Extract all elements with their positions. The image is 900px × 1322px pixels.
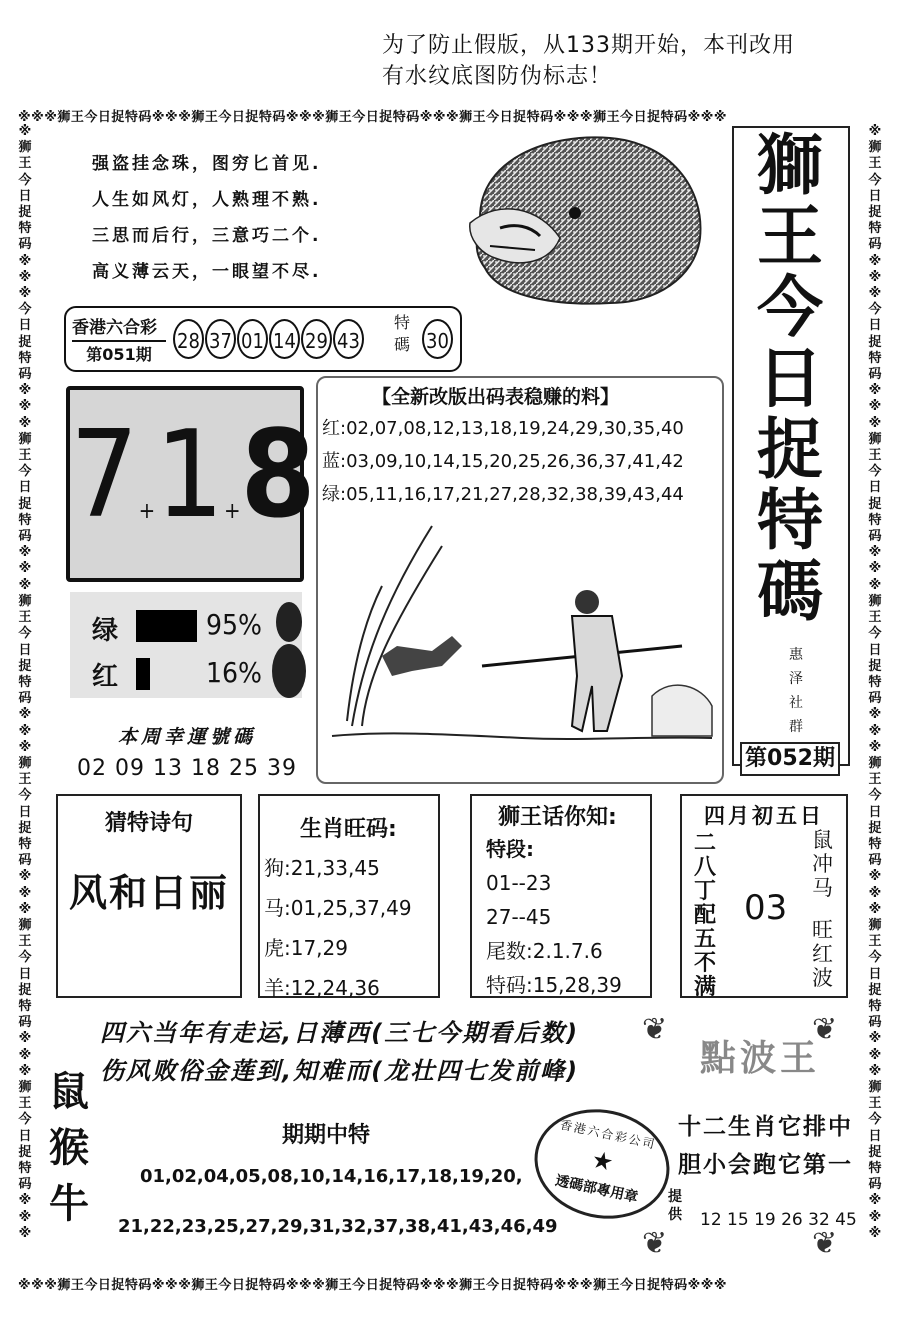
digit-c: 8 xyxy=(240,406,316,545)
lucky-title: 本周幸運號碼 xyxy=(117,726,256,748)
anti-fake-notice xyxy=(382,30,795,92)
wave-king-label: 點波王 xyxy=(700,1038,821,1079)
guess-box xyxy=(56,794,242,998)
top-border-text: ※※※狮王今日捉特码※※※狮王今日捉特码※※※狮王今日捉特码※※※狮王今日捉特码※※※狮王今日捉特码※※※ xyxy=(18,110,727,125)
period-label: 第052期 xyxy=(740,742,840,776)
special-label: 特碼 xyxy=(394,313,411,354)
side-zodiac-char: 鼠 xyxy=(49,1069,89,1115)
lion-says-row: 尾数:2.1.7.6 xyxy=(486,939,603,963)
twelve-numbers: 12 15 19 26 32 45 xyxy=(700,1210,857,1230)
side-zodiac-char: 猴 xyxy=(49,1125,89,1171)
company-stamp xyxy=(524,1097,679,1231)
wave-lists xyxy=(322,412,684,511)
blue-wave-list: 蓝:03,09,10,14,15,20,25,26,36,37,41,42 xyxy=(322,451,684,472)
green-percent: 95% xyxy=(206,608,262,641)
plus-sign: + xyxy=(223,499,241,524)
waves-header: 【全新改版出码表稳赚的料】 xyxy=(372,386,620,408)
date-text: 四月初五日 xyxy=(704,804,824,828)
title-char: 特 xyxy=(757,482,823,559)
side-zodiac-char: 牛 xyxy=(49,1181,89,1227)
side-zodiac xyxy=(46,1064,92,1232)
sub-char: 惠 xyxy=(789,647,803,663)
digit-a: 7 xyxy=(70,406,139,545)
lion-says-box xyxy=(470,794,652,998)
guess-text: 风和日丽 xyxy=(68,871,229,915)
twelve-block xyxy=(678,1108,853,1184)
title-column xyxy=(732,126,850,766)
sub-char: 群 xyxy=(789,719,803,735)
date-left-column: 二八丁配五不满 xyxy=(694,831,717,1000)
green-bar xyxy=(136,610,197,642)
hunter-illustration xyxy=(322,506,718,774)
date-box xyxy=(680,794,848,998)
twelve-line: 十二生肖它排中 xyxy=(678,1114,853,1140)
color-stats xyxy=(70,592,302,698)
title-char: 獅 xyxy=(757,127,823,204)
hit-title: 期期中特 xyxy=(282,1123,371,1148)
digits-box xyxy=(66,386,316,582)
title-char: 日 xyxy=(757,340,823,417)
lion-head-image xyxy=(440,128,710,308)
zodiac-rows xyxy=(264,848,412,1008)
poem-line: 三思而后行，三意巧二个. xyxy=(92,226,322,246)
bottom-border-text: ※※※狮王今日捉特码※※※狮王今日捉特码※※※狮王今日捉特码※※※狮王今日捉特码※※※狮王今日捉特码※※※ xyxy=(18,1278,727,1293)
lion-says-row: 特码:15,28,39 xyxy=(486,973,622,997)
zodiac-box xyxy=(258,794,440,998)
green-wave-list: 绿:05,11,16,17,21,27,28,32,38,39,43,44 xyxy=(322,484,684,505)
results-brand: 香港六合彩 xyxy=(72,318,157,338)
ornament-icon: ❦ xyxy=(642,1012,668,1047)
date-number: 03 xyxy=(744,888,788,928)
title-char: 碼 xyxy=(757,553,823,630)
main-title xyxy=(754,127,826,630)
result-ball: 01 xyxy=(237,319,268,359)
date-right-top: 鼠冲马 xyxy=(812,828,833,900)
verse-line: 伤风败俗金莲到,知难而(龙壮四七发前峰) xyxy=(100,1057,580,1085)
red-ball-icon xyxy=(272,644,306,698)
result-ball: 14 xyxy=(269,319,300,359)
ornament-icon: ❦ xyxy=(812,1226,838,1261)
zodiac-title: 生肖旺码: xyxy=(300,817,397,842)
notice-line-2: 有水纹底图防伪标志！ xyxy=(382,64,613,89)
right-border-text: ※狮王今日捉特码※※※今日捉特码※※※狮王今日捉特码※※※狮王今日捉特码※※※狮王今日捉特码※※※狮王今日捉特码※※※狮王今日捉特码※※※ xyxy=(868,124,882,1241)
results-numbers xyxy=(173,319,365,359)
lucky-numbers: 02 09 13 18 25 39 xyxy=(77,756,297,781)
green-label: 绿 xyxy=(92,616,119,646)
stamp-star-icon: ★ xyxy=(589,1145,617,1177)
hit-numbers-line-1: 01,02,04,05,08,10,14,16,17,18,19,20, xyxy=(140,1166,523,1187)
red-label: 红 xyxy=(92,662,119,692)
result-ball: 28 xyxy=(173,319,204,359)
plus-sign: + xyxy=(138,499,156,524)
zodiac-row: 羊:12,24,36 xyxy=(264,976,380,1000)
lion-says-rows xyxy=(486,832,622,1002)
title-char: 王 xyxy=(757,198,823,275)
title-char: 今 xyxy=(757,269,823,346)
guess-title: 猜特诗句 xyxy=(104,811,193,836)
digits-formula xyxy=(70,406,316,545)
results-bar xyxy=(64,306,462,372)
date-right-bottom: 旺红波 xyxy=(812,918,833,990)
left-panel xyxy=(62,378,318,784)
stamp-inner-text: 透碼部專用章 xyxy=(553,1172,640,1206)
red-bar xyxy=(136,658,150,690)
waves-box xyxy=(316,376,724,784)
poem-line: 高义薄云天，一眼望不尽. xyxy=(92,262,322,282)
special-ball: 30 xyxy=(422,319,453,359)
poem-line: 人生如风灯，人熟理不熟. xyxy=(92,190,322,210)
lion-says-row: 27--45 xyxy=(486,905,552,929)
zodiac-row: 马:01,25,37,49 xyxy=(264,896,412,920)
red-wave-list: 红:02,07,08,12,13,18,19,24,29,30,35,40 xyxy=(322,418,684,439)
red-percent: 16% xyxy=(206,656,262,689)
notice-line-1: 为了防止假版，从133期开始，本刊改用 xyxy=(382,33,795,58)
title-subtitle xyxy=(786,643,806,739)
poem-block xyxy=(92,146,321,290)
poem-line: 强盗挂念珠，图穷匕首见. xyxy=(92,154,322,174)
hit-numbers-line-2: 21,22,23,25,27,29,31,32,37,38,41,43,46,49 xyxy=(118,1216,558,1237)
verse-line: 四六当年有走运,日薄西(三七今期看后数) xyxy=(100,1019,580,1047)
result-ball: 29 xyxy=(301,319,332,359)
left-border-text: ※狮王今日捉特码※※※今日捉特码※※※狮王今日捉特码※※※狮王今日捉特码※※※狮王今日捉特码※※※狮王今日捉特码※※※狮王今日捉特码※※※ xyxy=(18,124,32,1241)
digit-b: 1 xyxy=(155,406,224,545)
verse-block xyxy=(100,1014,579,1090)
results-period: 第051期 xyxy=(72,340,166,365)
sub-char: 社 xyxy=(789,695,803,711)
lion-says-row: 特段: xyxy=(486,837,534,861)
green-ball-icon xyxy=(276,602,302,642)
title-char: 捉 xyxy=(757,411,823,488)
zodiac-row: 虎:17,29 xyxy=(264,936,348,960)
provide-label: 提供 xyxy=(668,1189,682,1223)
lion-says-title: 狮王话你知: xyxy=(498,805,617,830)
twelve-line: 胆小会跑它第一 xyxy=(678,1152,853,1178)
result-ball: 43 xyxy=(333,319,364,359)
lion-says-row: 01--23 xyxy=(486,871,552,895)
sub-char: 泽 xyxy=(789,671,803,687)
ornament-icon: ❦ xyxy=(812,1012,838,1047)
stamp-ring-text: 香港六合彩公司 xyxy=(558,1117,658,1152)
zodiac-row: 狗:21,33,45 xyxy=(264,856,380,880)
result-ball: 37 xyxy=(205,319,236,359)
ornament-icon: ❦ xyxy=(642,1226,668,1261)
